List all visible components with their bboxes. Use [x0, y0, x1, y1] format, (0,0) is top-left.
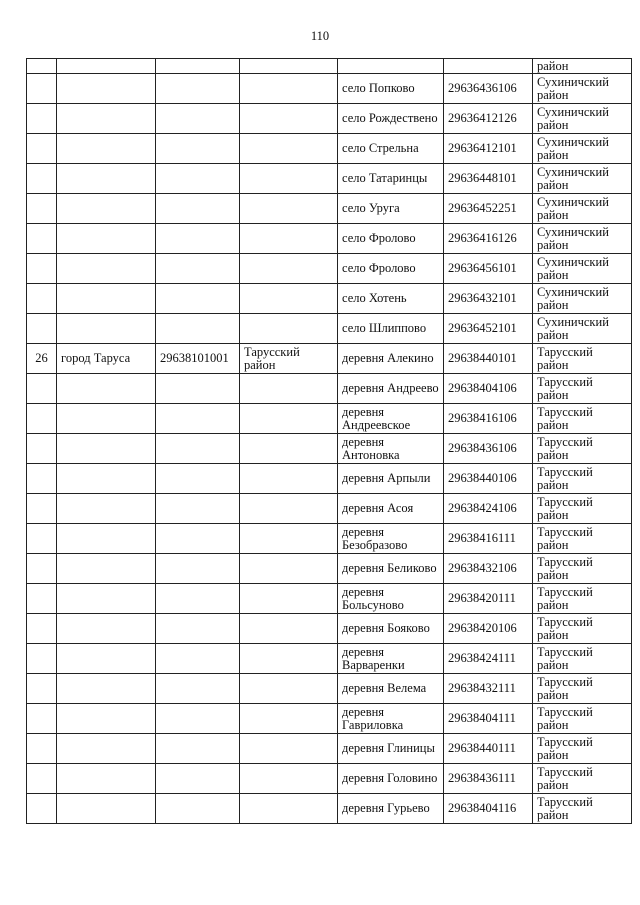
- cell-region: [240, 194, 338, 224]
- cell-settlement: деревня Андреевское: [338, 404, 444, 434]
- cell-city: [57, 674, 156, 704]
- cell-city-code: [156, 164, 240, 194]
- table-row: [27, 314, 632, 344]
- cell-city-code: [156, 224, 240, 254]
- cell-number: [27, 554, 57, 584]
- cell-number: [27, 194, 57, 224]
- cell-city: [57, 164, 156, 194]
- cell-number: [27, 644, 57, 674]
- table-row: [27, 524, 632, 554]
- cell-number: [27, 704, 57, 734]
- cell-region: [240, 494, 338, 524]
- cell-city: [57, 194, 156, 224]
- table-row: [27, 734, 632, 764]
- cell-okato: 29638420111: [444, 584, 533, 614]
- table-row: [27, 164, 632, 194]
- table-row: [27, 674, 632, 704]
- cell-city: [57, 224, 156, 254]
- cell-settlement: деревня Алекино: [338, 344, 444, 374]
- cell-city-code: [156, 494, 240, 524]
- cell-district: Тарусский район: [533, 344, 632, 374]
- cell-number: [27, 374, 57, 404]
- cell-district: Сухиничский район: [533, 224, 632, 254]
- cell-settlement: село Уруга: [338, 194, 444, 224]
- table-row: [27, 284, 632, 314]
- cell-district: Сухиничский район: [533, 164, 632, 194]
- cell-city: [57, 464, 156, 494]
- cell-settlement: деревня Глиницы: [338, 734, 444, 764]
- cell-number: [27, 284, 57, 314]
- cell-city-code: [156, 644, 240, 674]
- cell-city-code: [156, 314, 240, 344]
- cell-okato: 29636412101: [444, 134, 533, 164]
- cell-city-code: [156, 59, 240, 74]
- cell-region: [240, 224, 338, 254]
- table-row: [27, 584, 632, 614]
- cell-district: Тарусский район: [533, 494, 632, 524]
- cell-district: Сухиничский район: [533, 134, 632, 164]
- cell-district: Сухиничский район: [533, 254, 632, 284]
- cell-region: [240, 404, 338, 434]
- cell-number: [27, 134, 57, 164]
- cell-okato: 29638424106: [444, 494, 533, 524]
- cell-settlement: деревня Асоя: [338, 494, 444, 524]
- cell-region: [240, 734, 338, 764]
- cell-okato: 29638440111: [444, 734, 533, 764]
- cell-city: [57, 554, 156, 584]
- cell-settlement: деревня Больсуново: [338, 584, 444, 614]
- cell-settlement: деревня Гурьево: [338, 794, 444, 824]
- cell-number: [27, 794, 57, 824]
- cell-city: [57, 314, 156, 344]
- cell-city: [57, 104, 156, 134]
- cell-district: Сухиничский район: [533, 74, 632, 104]
- cell-number: [27, 524, 57, 554]
- cell-number: [27, 74, 57, 104]
- table-row: [27, 464, 632, 494]
- cell-city-code: 29638101001: [156, 344, 240, 374]
- cell-district: Тарусский район: [533, 554, 632, 584]
- cell-okato: 29636416126: [444, 224, 533, 254]
- cell-city-code: [156, 674, 240, 704]
- table-row: [27, 134, 632, 164]
- cell-city-code: [156, 524, 240, 554]
- cell-okato: 29636456101: [444, 254, 533, 284]
- cell-settlement: деревня Гавриловка: [338, 704, 444, 734]
- cell-region: Тарусский район: [240, 344, 338, 374]
- cell-okato: 29638420106: [444, 614, 533, 644]
- cell-okato: 29638404111: [444, 704, 533, 734]
- cell-district: район: [533, 59, 632, 74]
- cell-region: [240, 764, 338, 794]
- cell-settlement: деревня Арпыли: [338, 464, 444, 494]
- cell-region: [240, 254, 338, 284]
- cell-city-code: [156, 614, 240, 644]
- cell-number: [27, 224, 57, 254]
- cell-district: Тарусский район: [533, 434, 632, 464]
- cell-settlement: село Попково: [338, 74, 444, 104]
- cell-okato: 29636412126: [444, 104, 533, 134]
- table-row: [27, 614, 632, 644]
- cell-settlement: деревня Бояково: [338, 614, 444, 644]
- cell-okato: 29638440101: [444, 344, 533, 374]
- cell-city-code: [156, 734, 240, 764]
- cell-city: [57, 284, 156, 314]
- table-row: [27, 704, 632, 734]
- cell-number: [27, 614, 57, 644]
- cell-settlement: деревня Головино: [338, 764, 444, 794]
- cell-region: [240, 74, 338, 104]
- cell-city: [57, 704, 156, 734]
- cell-district: Тарусский район: [533, 524, 632, 554]
- cell-city-code: [156, 434, 240, 464]
- cell-region: [240, 104, 338, 134]
- cell-okato: 29638432111: [444, 674, 533, 704]
- cell-settlement: село Шлиппово: [338, 314, 444, 344]
- cell-settlement: село Хотень: [338, 284, 444, 314]
- cell-region: [240, 464, 338, 494]
- cell-settlement: село Рождествено: [338, 104, 444, 134]
- cell-district: Тарусский район: [533, 404, 632, 434]
- cell-city: [57, 764, 156, 794]
- cell-region: [240, 314, 338, 344]
- table-row: [27, 194, 632, 224]
- cell-city-code: [156, 374, 240, 404]
- cell-region: [240, 524, 338, 554]
- cell-number: [27, 104, 57, 134]
- cell-district: Тарусский район: [533, 734, 632, 764]
- table-row: [27, 224, 632, 254]
- cell-region: [240, 614, 338, 644]
- cell-okato: 29636452101: [444, 314, 533, 344]
- cell-region: [240, 704, 338, 734]
- cell-city: [57, 434, 156, 464]
- table-row: [27, 59, 632, 74]
- cell-settlement: деревня Беликово: [338, 554, 444, 584]
- cell-okato: 29638416111: [444, 524, 533, 554]
- table-row: [27, 794, 632, 824]
- cell-district: Тарусский район: [533, 764, 632, 794]
- cell-city: [57, 374, 156, 404]
- cell-number: [27, 314, 57, 344]
- cell-city: [57, 794, 156, 824]
- cell-city-code: [156, 194, 240, 224]
- table-row: [27, 74, 632, 104]
- settlements-table: [26, 58, 632, 824]
- cell-city-code: [156, 584, 240, 614]
- cell-city: [57, 584, 156, 614]
- table-row: [27, 494, 632, 524]
- cell-district: Тарусский район: [533, 674, 632, 704]
- cell-city-code: [156, 104, 240, 134]
- cell-region: [240, 284, 338, 314]
- cell-city-code: [156, 254, 240, 284]
- cell-city-code: [156, 464, 240, 494]
- cell-number: [27, 764, 57, 794]
- cell-settlement: деревня Антоновка: [338, 434, 444, 464]
- cell-number: [27, 434, 57, 464]
- cell-okato: 29638404106: [444, 374, 533, 404]
- cell-number: [27, 584, 57, 614]
- cell-region: [240, 584, 338, 614]
- cell-settlement: [338, 59, 444, 74]
- cell-city: город Таруса: [57, 344, 156, 374]
- table-row: [27, 344, 632, 374]
- page-number: 110: [310, 29, 330, 43]
- cell-region: [240, 374, 338, 404]
- cell-settlement: село Фролово: [338, 224, 444, 254]
- cell-number: [27, 464, 57, 494]
- cell-settlement: село Стрельна: [338, 134, 444, 164]
- cell-district: Тарусский район: [533, 584, 632, 614]
- cell-region: [240, 554, 338, 584]
- table-row: [27, 404, 632, 434]
- cell-number: 26: [27, 344, 57, 374]
- cell-okato: 29636452251: [444, 194, 533, 224]
- cell-settlement: деревня Андреево: [338, 374, 444, 404]
- cell-settlement: деревня Безобразово: [338, 524, 444, 554]
- cell-number: [27, 59, 57, 74]
- cell-number: [27, 404, 57, 434]
- table-row: [27, 254, 632, 284]
- cell-city: [57, 614, 156, 644]
- cell-region: [240, 644, 338, 674]
- cell-region: [240, 434, 338, 464]
- cell-settlement: деревня Варваренки: [338, 644, 444, 674]
- cell-okato: 29638436106: [444, 434, 533, 464]
- cell-city-code: [156, 794, 240, 824]
- cell-city: [57, 254, 156, 284]
- cell-district: Тарусский район: [533, 374, 632, 404]
- table-row: [27, 104, 632, 134]
- cell-okato: [444, 59, 533, 74]
- table-row: [27, 434, 632, 464]
- cell-district: Сухиничский район: [533, 284, 632, 314]
- table-row: [27, 554, 632, 584]
- cell-settlement: деревня Велема: [338, 674, 444, 704]
- cell-district: Тарусский район: [533, 794, 632, 824]
- cell-okato: 29638440106: [444, 464, 533, 494]
- cell-district: Тарусский район: [533, 614, 632, 644]
- cell-city: [57, 644, 156, 674]
- cell-city: [57, 494, 156, 524]
- cell-okato: 29636448101: [444, 164, 533, 194]
- cell-settlement: село Татаринцы: [338, 164, 444, 194]
- cell-city-code: [156, 284, 240, 314]
- cell-region: [240, 794, 338, 824]
- cell-city: [57, 524, 156, 554]
- cell-city-code: [156, 704, 240, 734]
- cell-okato: 29638424111: [444, 644, 533, 674]
- cell-city-code: [156, 74, 240, 104]
- cell-okato: 29638416106: [444, 404, 533, 434]
- cell-okato: 29636436106: [444, 74, 533, 104]
- cell-district: Тарусский район: [533, 644, 632, 674]
- table-row: [27, 644, 632, 674]
- cell-okato: 29638432106: [444, 554, 533, 584]
- cell-district: Сухиничский район: [533, 194, 632, 224]
- table-row: [27, 764, 632, 794]
- cell-region: [240, 134, 338, 164]
- cell-city-code: [156, 404, 240, 434]
- cell-city-code: [156, 764, 240, 794]
- cell-city: [57, 404, 156, 434]
- table-row: [27, 374, 632, 404]
- cell-number: [27, 734, 57, 764]
- cell-city-code: [156, 134, 240, 164]
- cell-okato: 29638404116: [444, 794, 533, 824]
- cell-number: [27, 674, 57, 704]
- cell-district: Тарусский район: [533, 464, 632, 494]
- cell-region: [240, 59, 338, 74]
- cell-city-code: [156, 554, 240, 584]
- cell-city: [57, 59, 156, 74]
- cell-region: [240, 164, 338, 194]
- cell-region: [240, 674, 338, 704]
- cell-okato: 29638436111: [444, 764, 533, 794]
- cell-district: Сухиничский район: [533, 104, 632, 134]
- cell-okato: 29636432101: [444, 284, 533, 314]
- cell-settlement: село Фролово: [338, 254, 444, 284]
- cell-number: [27, 254, 57, 284]
- cell-district: Тарусский район: [533, 704, 632, 734]
- cell-number: [27, 164, 57, 194]
- cell-city: [57, 734, 156, 764]
- cell-district: Сухиничский район: [533, 314, 632, 344]
- cell-city: [57, 134, 156, 164]
- cell-number: [27, 494, 57, 524]
- cell-city: [57, 74, 156, 104]
